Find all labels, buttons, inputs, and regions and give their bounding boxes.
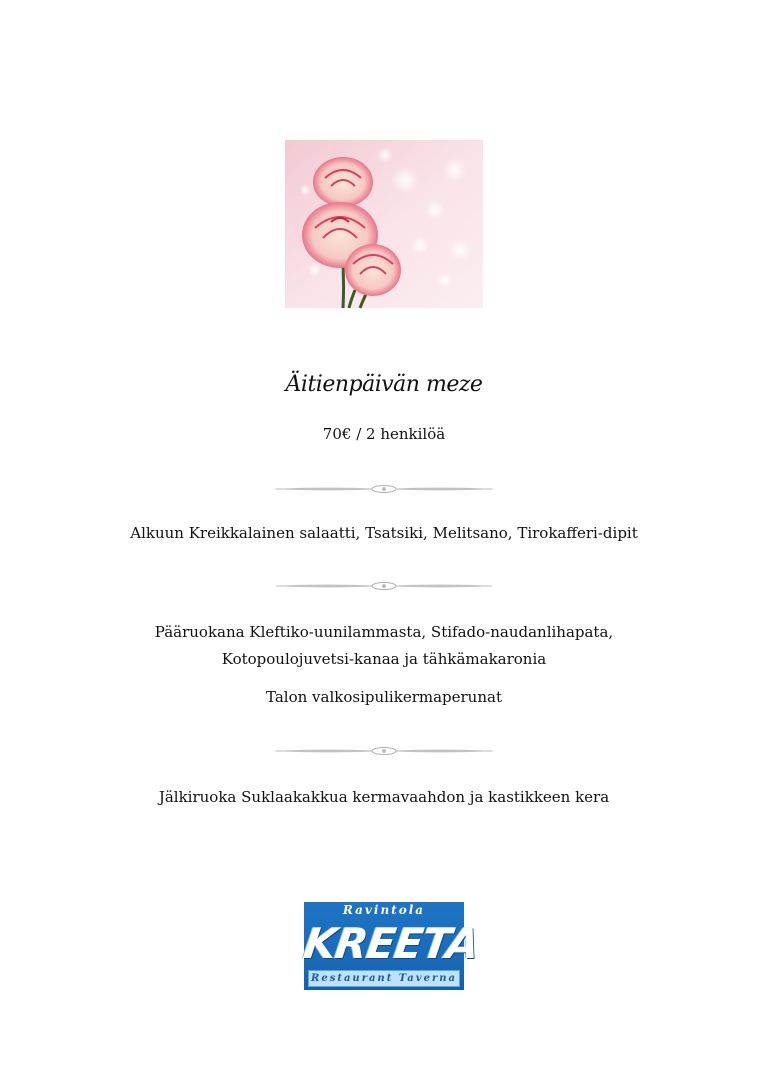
menu-title: Äitienpäivän meze [285, 372, 483, 397]
logo-top-text: Ravintola [342, 903, 426, 917]
ornament-divider [272, 580, 496, 592]
dessert-course: Jälkiruoka Suklaakakkua kermavaahdon ja kastikkeen kera [158, 788, 610, 806]
menu-price: 70€ / 2 henkilöä [322, 425, 446, 443]
logo-main-text: KREETA [300, 919, 482, 968]
logo-band [308, 970, 460, 987]
ornament-divider [272, 483, 496, 495]
restaurant-logo [300, 902, 482, 990]
starter-course: Alkuun Kreikkalainen salaatti, Tsatsiki, Melitsano, Tirokafferi-dipit [130, 524, 638, 542]
main-course-line-2: Kotopoulojuvetsi-kanaa ja tähkämakaronia [221, 650, 547, 668]
side-dish: Talon valkosipulikermaperunat [266, 688, 502, 706]
main-course-line-1: Pääruokana Kleftiko-uunilammasta, Stifado-naudanlihapata, [154, 623, 614, 641]
logo-bottom-text: Restaurant Taverna [311, 973, 457, 984]
roses-image [285, 140, 483, 308]
ornament-divider [272, 745, 496, 757]
